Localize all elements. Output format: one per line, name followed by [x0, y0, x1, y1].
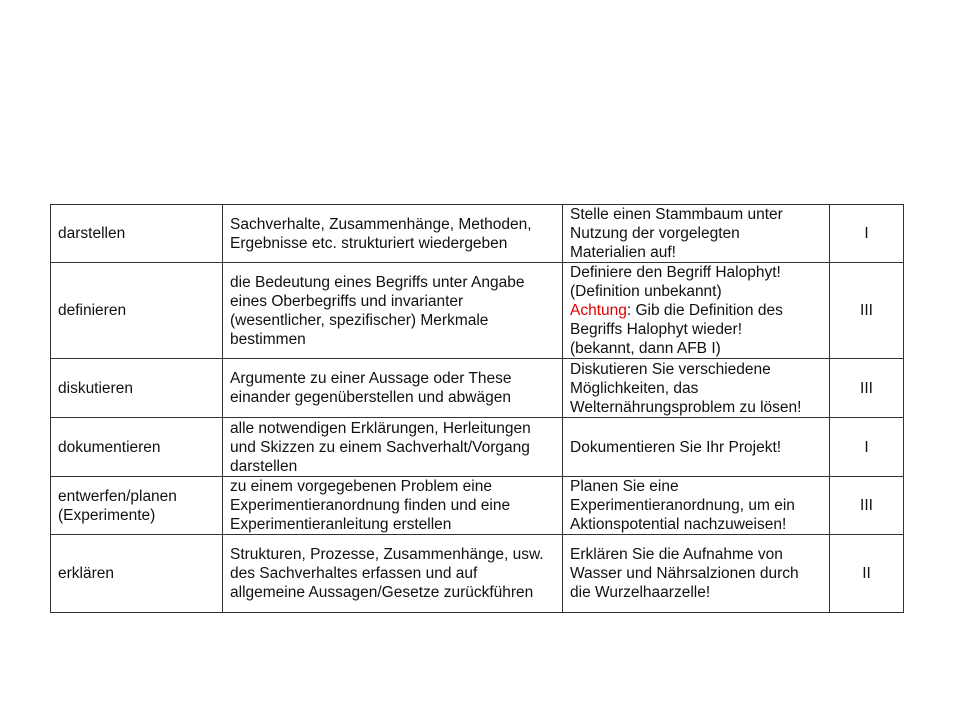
- example-line: (bekannt, dann AFB I): [570, 340, 721, 357]
- table-row: [51, 477, 904, 535]
- description-cell: Strukturen, Prozesse, Zusammenhänge, usw. des Sachverhaltes erfassen und auf allgemeine Aussagen/Gesetze zurückführen: [223, 535, 563, 613]
- example-cell: [563, 205, 830, 263]
- example-line: Welternährungsproblem zu lösen!: [570, 398, 802, 416]
- operator-cell: [51, 477, 223, 535]
- operator-cell: darstellen: [51, 205, 223, 263]
- description-cell: zu einem vorgegebenen Problem eine Experimentieranordnung finden und eine Experimentieranleitung erstellen: [223, 477, 563, 535]
- operator-cell: erklären: [51, 535, 223, 613]
- afb-cell: III: [830, 359, 904, 418]
- table-row: [51, 205, 904, 263]
- example-cell: [563, 359, 830, 418]
- operator-line: entwerfen/planen: [58, 487, 177, 505]
- example-line: Möglichkeiten, das: [570, 379, 699, 397]
- example-line: Begriffs Halophyt wieder!: [570, 321, 743, 338]
- operator-line: (Experimente): [58, 506, 156, 524]
- example-line: (Definition unbekannt): [570, 283, 722, 300]
- warning-text: : Gib die Definition des: [626, 302, 783, 319]
- example-line: Aktionspotential nachzuweisen!: [570, 516, 787, 533]
- table-row: [51, 263, 904, 359]
- table-row: [51, 535, 904, 613]
- example-line: Dokumentieren Sie Ihr Projekt!: [570, 438, 782, 456]
- description-cell: Argumente zu einer Aussage oder These einander gegenüberstellen und abwägen: [223, 359, 563, 418]
- warning-line: [570, 301, 822, 320]
- afb-cell: I: [830, 205, 904, 263]
- description-cell: die Bedeutung eines Begriffs unter Angabe eines Oberbegriffs und invarianter (wesentlicher, spezifischer) Merkmale bestimmen: [223, 263, 563, 359]
- example-line: Nutzung der vorgelegten: [570, 225, 740, 242]
- afb-cell: III: [830, 263, 904, 359]
- operator-cell: definieren: [51, 263, 223, 359]
- afb-cell: II: [830, 535, 904, 613]
- example-line: Materialien auf!: [570, 244, 676, 261]
- operator-table: [50, 204, 904, 613]
- example-line: Definiere den Begriff Halophyt!: [570, 264, 781, 281]
- operator-cell: diskutieren: [51, 359, 223, 418]
- example-line: Erklären Sie die Aufnahme von: [570, 546, 783, 563]
- afb-cell: III: [830, 477, 904, 535]
- example-cell: [563, 477, 830, 535]
- description-cell: Sachverhalte, Zusammenhänge, Methoden, Ergebnisse etc. strukturiert wiedergeben: [223, 205, 563, 263]
- table-row: [51, 418, 904, 477]
- table-row: [51, 359, 904, 418]
- example-cell: [563, 263, 830, 359]
- example-cell: [563, 535, 830, 613]
- afb-cell: I: [830, 418, 904, 477]
- example-cell: [563, 418, 830, 477]
- operator-cell: dokumentieren: [51, 418, 223, 477]
- example-line: Experimentieranordnung, um ein: [570, 497, 795, 514]
- warning-label: Achtung: [570, 302, 627, 319]
- example-line: Wasser und Nährsalzionen durch: [570, 565, 799, 582]
- example-line: Planen Sie eine: [570, 478, 679, 495]
- example-line: Diskutieren Sie verschiedene: [570, 360, 771, 378]
- description-cell: alle notwendigen Erklärungen, Herleitungen und Skizzen zu einem Sachverhalt/Vorgang darstellen: [223, 418, 563, 477]
- example-line: die Wurzelhaarzelle!: [570, 584, 711, 601]
- example-line: Stelle einen Stammbaum unter: [570, 206, 783, 223]
